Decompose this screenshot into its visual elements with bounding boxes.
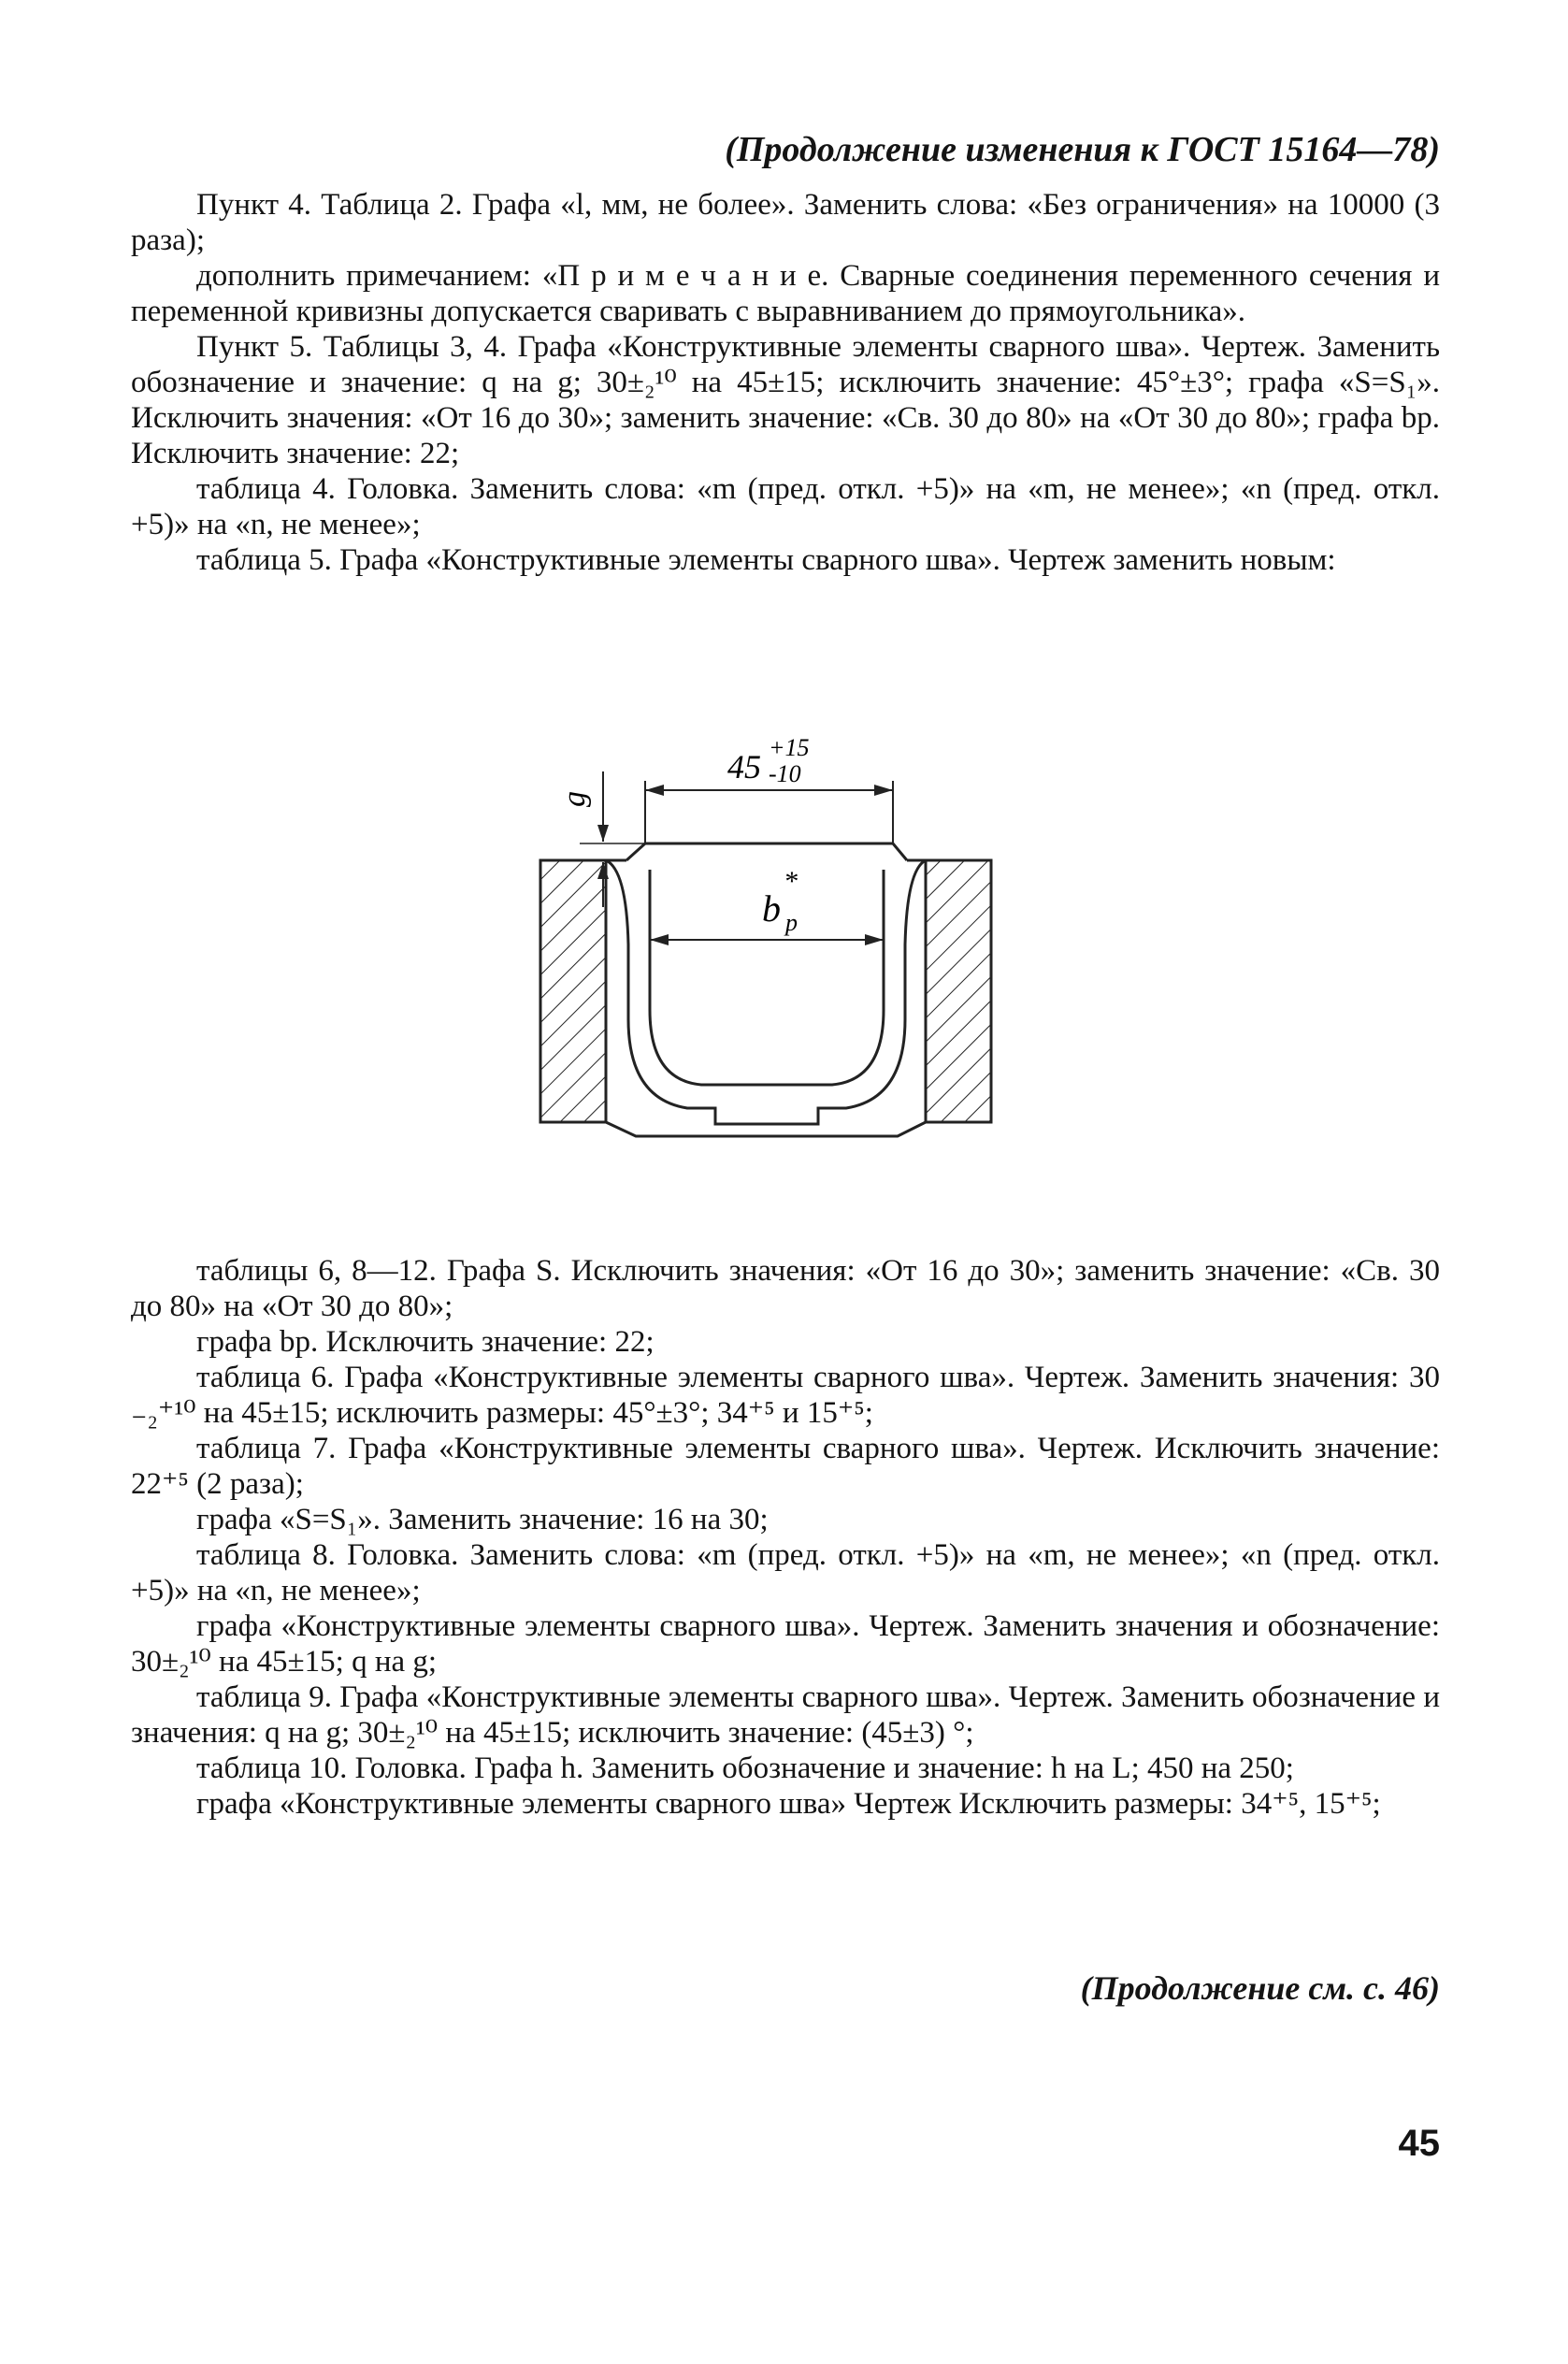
paragraph: таблица 4. Головка. Заменить слова: «m (пред. откл. +5)» на «m, не менее»; «n (пред. откл. +5)» на «n, не менее»; <box>131 472 1440 541</box>
text-block-bottom <box>131 1253 1440 1822</box>
paragraph: таблицы 6, 8—12. Графа S. Исключить значения: «От 16 до 30»; заменить значение: «Св. 30 до 80» на «От 30 до 80»; <box>131 1254 1440 1323</box>
width-tolerance-lower: -10 <box>769 760 801 787</box>
paragraph: таблица 8. Головка. Заменить слова: «m (пред. откл. +5)» на «m, не менее»; «n (пред. откл. +5)» на «n, не менее»; <box>131 1538 1440 1607</box>
width-tolerance-upper: +15 <box>769 734 810 761</box>
width-dimension-label: 45 <box>727 748 761 786</box>
bp-dimension-subscript: p <box>785 909 798 936</box>
paragraph: таблица 6. Графа «Конструктивные элементы сварного шва». Чертеж. Заменить значения: 30 ₋₂⁺¹⁰ на 45±15; исключить размеры: 45°±3°; 34⁺⁵ и 15⁺⁵; <box>131 1361 1440 1430</box>
weld-joint-drawing <box>524 729 1047 1141</box>
paragraph: Пункт 5. Таблицы 3, 4. Графа «Конструктивные элементы сварного шва». Чертеж. Заменить обозначение и значение: q на g; 30±₂¹⁰ на 45±15; исключить значение: 45°±3°; графа «S=S₁». Исключить значения: «От 16 до 30»; заменить значение: «Св. 30 до 80» на «От 30 до 80»; графа bр. Исключить значение: 22; <box>131 330 1440 470</box>
text-block-top <box>131 187 1440 578</box>
paragraph: графа «Конструктивные элементы сварного шва» Чертеж Исключить размеры: 34⁺⁵, 15⁺⁵; <box>196 1787 1381 1821</box>
continuation-header: (Продолжение изменения к ГОСТ 15164—78) <box>725 130 1440 169</box>
bp-dimension-label: b <box>762 887 781 930</box>
page-number: 45 <box>1398 2123 1440 2164</box>
paragraph: таблица 5. Графа «Конструктивные элементы сварного шва». Чертеж заменить новым: <box>196 543 1336 577</box>
paragraph: графа «S=S₁». Заменить значение: 16 на 30; <box>196 1503 769 1536</box>
paragraph: графа «Конструктивные элементы сварного шва». Чертеж. Заменить значения и обозначение: 30±₂¹⁰ на 45±15; q на g; <box>131 1609 1440 1679</box>
continuation-footer: (Продолжение см. с. 46) <box>1080 1969 1440 2007</box>
paragraph: дополнить примечанием: «П р и м е ч а н и е. Сварные соединения переменного сечения и переменной кривизны допускается сваривать с выравниванием до прямоугольника». <box>131 259 1440 328</box>
bp-dimension-star: * <box>784 866 798 897</box>
paragraph: Пункт 4. Таблица 2. Графа «l, мм, не более». Заменить слова: «Без ограничения» на 10000 (3 раза); <box>131 188 1440 257</box>
g-dimension-label: g <box>557 791 592 807</box>
paragraph: таблица 7. Графа «Конструктивные элементы сварного шва». Чертеж. Исключить значение: 22⁺⁵ (2 раза); <box>131 1432 1440 1501</box>
right-plate-hatch <box>926 860 991 1122</box>
weld-cap <box>626 843 907 860</box>
left-plate-hatch <box>540 860 606 1122</box>
paragraph: таблица 9. Графа «Конструктивные элементы сварного шва». Чертеж. Заменить обозначение и значения: q на g; 30±₂¹⁰ на 45±15; исключить значение: (45±3) °; <box>131 1680 1440 1750</box>
paragraph: графа bр. Исключить значение: 22; <box>196 1325 655 1359</box>
paragraph: таблица 10. Головка. Графа h. Заменить обозначение и значение: h на L; 450 на 250; <box>196 1751 1294 1785</box>
